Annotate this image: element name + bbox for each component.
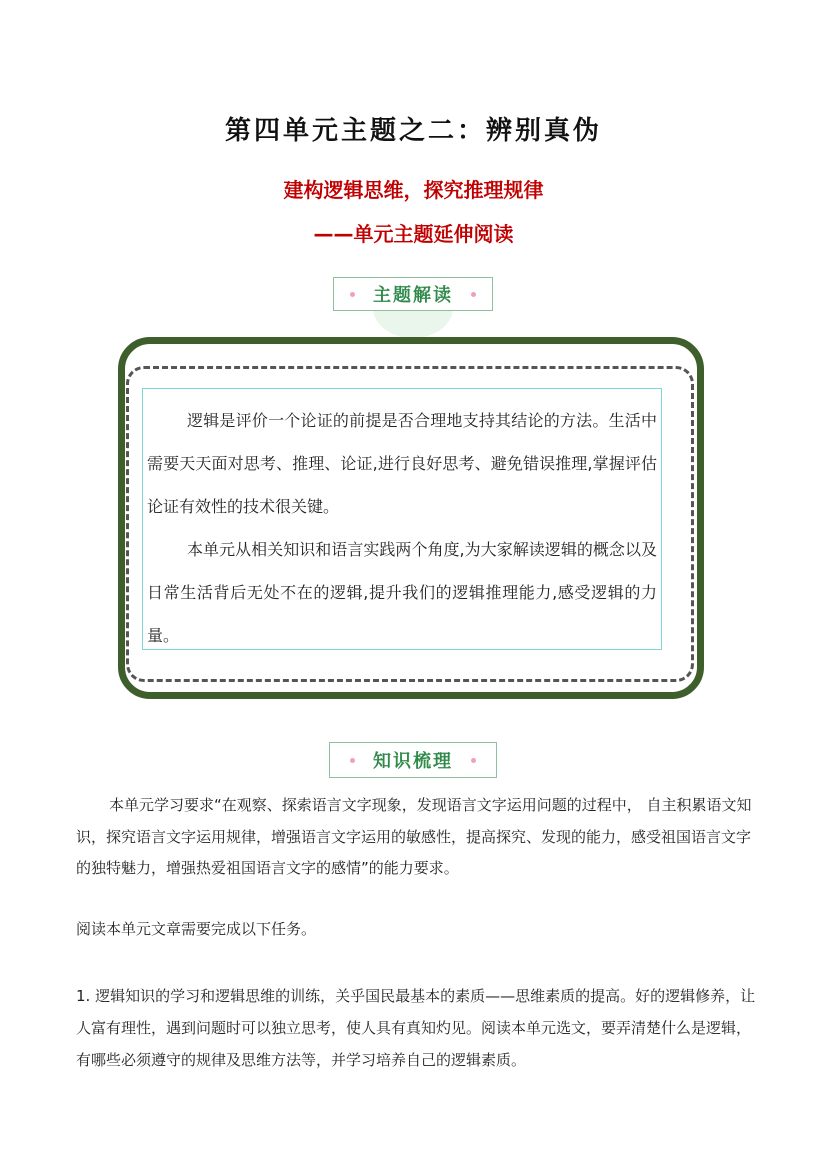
knowledge-intro: 本单元学习要求“在观察、探索语言文字现象，发现语言文字运用问题的过程中， 自主积累语文知识，探究语言文字运用规律，增强语言文字运用的敏感性，提高探究、发现的能力，感受祖国语言文字的独特魅力，增强热爱祖国语言文字的感情”的能力要求。 bbox=[76, 796, 752, 877]
dot-icon bbox=[350, 758, 355, 763]
subtitle: 建构逻辑思维，探究推理规律 bbox=[283, 178, 544, 202]
task-lead: 阅读本单元文章需要完成以下任务。 bbox=[76, 920, 317, 938]
section-label-text: 知识梳理 bbox=[373, 751, 453, 772]
task-item-1: 1. 逻辑知识的学习和逻辑思维的训练，关乎国民最基本的素质——思维素质的提高。好的逻辑修养，让人富有理性，遇到问题时可以独立思考，使人具有真知灼见。阅读本单元选文，要弄清楚什么是逻辑，有哪些必须遵守的规律及思维方法等，并学习培养自己的逻辑素质。 bbox=[76, 987, 756, 1069]
dot-icon bbox=[471, 292, 476, 297]
theme-paragraph: 本单元从相关知识和语言实践两个角度,为大家解读逻辑的概念以及日常生活背后无处不在的逻辑,提升我们的逻辑推理能力,感受逻辑的力量。 bbox=[147, 540, 657, 645]
dot-icon bbox=[471, 758, 476, 763]
subtitle-dash: ——单元主题延伸阅读 bbox=[313, 222, 514, 246]
theme-paragraph: 逻辑是评价一个论证的前提是否合理地支持其结论的方法。生活中需要天天面对思考、推理、论证,进行良好思考、避免错误推理,掌握评估论证有效性的技术很关键。 bbox=[147, 411, 657, 516]
theme-content-box bbox=[142, 388, 662, 650]
section-label-theme bbox=[333, 277, 493, 311]
section-label-text: 主题解读 bbox=[373, 285, 453, 306]
page-title: 第四单元主题之二：辨别真伪 bbox=[224, 116, 602, 146]
section-label-knowledge bbox=[329, 742, 497, 778]
dot-icon bbox=[350, 292, 355, 297]
